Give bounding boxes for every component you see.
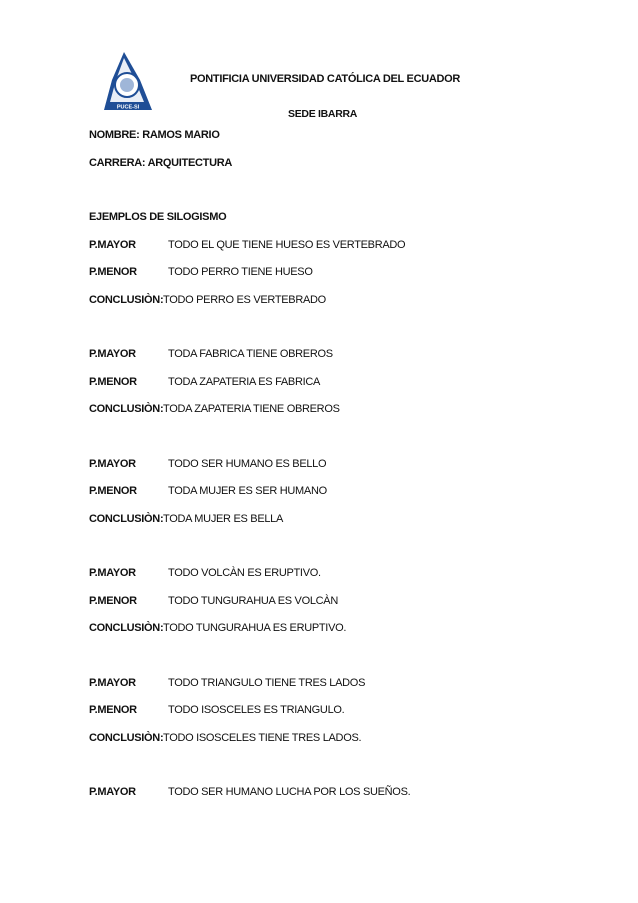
- section-title: EJEMPLOS DE SILOGISMO: [89, 211, 227, 223]
- major-premise-label: P.MAYOR: [89, 239, 136, 251]
- conclusion-text: TODA MUJER ES BELLA: [163, 513, 284, 525]
- institution-name: PONTIFICIA UNIVERSIDAD CATÓLICA DEL ECUADOR: [190, 73, 461, 85]
- conclusion-text: TODA ZAPATERIA TIENE OBREROS: [163, 403, 340, 415]
- logo-text: PUCE-SI: [116, 104, 140, 111]
- conclusion-label: CONCLUSIÒN:: [89, 513, 164, 525]
- minor-premise-label: P.MENOR: [89, 704, 137, 716]
- university-logo: [102, 50, 154, 112]
- major-premise-label: P.MAYOR: [89, 348, 136, 360]
- major-premise-text: TODO SER HUMANO LUCHA POR LOS SUEÑOS.: [168, 786, 411, 798]
- minor-premise-text: TODA ZAPATERIA ES FABRICA: [168, 376, 321, 388]
- minor-premise-label: P.MENOR: [89, 485, 137, 497]
- minor-premise-text: TODO PERRO TIENE HUESO: [168, 266, 313, 278]
- major-premise-label: P.MAYOR: [89, 786, 136, 798]
- major-premise-text: TODA FABRICA TIENE OBREROS: [168, 348, 333, 360]
- major-premise-label: P.MAYOR: [89, 458, 136, 470]
- student-name: NOMBRE: RAMOS MARIO: [89, 129, 220, 141]
- minor-premise-label: P.MENOR: [89, 266, 137, 278]
- conclusion-label: CONCLUSIÒN:: [89, 403, 164, 415]
- minor-premise-label: P.MENOR: [89, 376, 137, 388]
- minor-premise-text: TODO ISOSCELES ES TRIANGULO.: [168, 704, 345, 716]
- major-premise-text: TODO VOLCÀN ES ERUPTIVO.: [168, 567, 321, 579]
- conclusion-text: TODO TUNGURAHUA ES ERUPTIVO.: [163, 622, 347, 634]
- student-career: CARRERA: ARQUITECTURA: [89, 157, 233, 169]
- major-premise-text: TODO TRIANGULO TIENE TRES LADOS: [168, 677, 366, 689]
- minor-premise-text: TODO TUNGURAHUA ES VOLCÀN: [168, 595, 338, 607]
- major-premise-label: P.MAYOR: [89, 567, 136, 579]
- major-premise-text: TODO EL QUE TIENE HUESO ES VERTEBRADO: [168, 239, 406, 251]
- conclusion-text: TODO ISOSCELES TIENE TRES LADOS.: [163, 732, 362, 744]
- conclusion-text: TODO PERRO ES VERTEBRADO: [163, 294, 326, 306]
- major-premise-label: P.MAYOR: [89, 677, 136, 689]
- conclusion-label: CONCLUSIÒN:: [89, 622, 164, 634]
- conclusion-label: CONCLUSIÒN:: [89, 732, 164, 744]
- minor-premise-label: P.MENOR: [89, 595, 137, 607]
- minor-premise-text: TODA MUJER ES SER HUMANO: [168, 485, 327, 497]
- campus-name: SEDE IBARRA: [288, 108, 358, 120]
- conclusion-label: CONCLUSIÒN:: [89, 294, 164, 306]
- major-premise-text: TODO SER HUMANO ES BELLO: [168, 458, 327, 470]
